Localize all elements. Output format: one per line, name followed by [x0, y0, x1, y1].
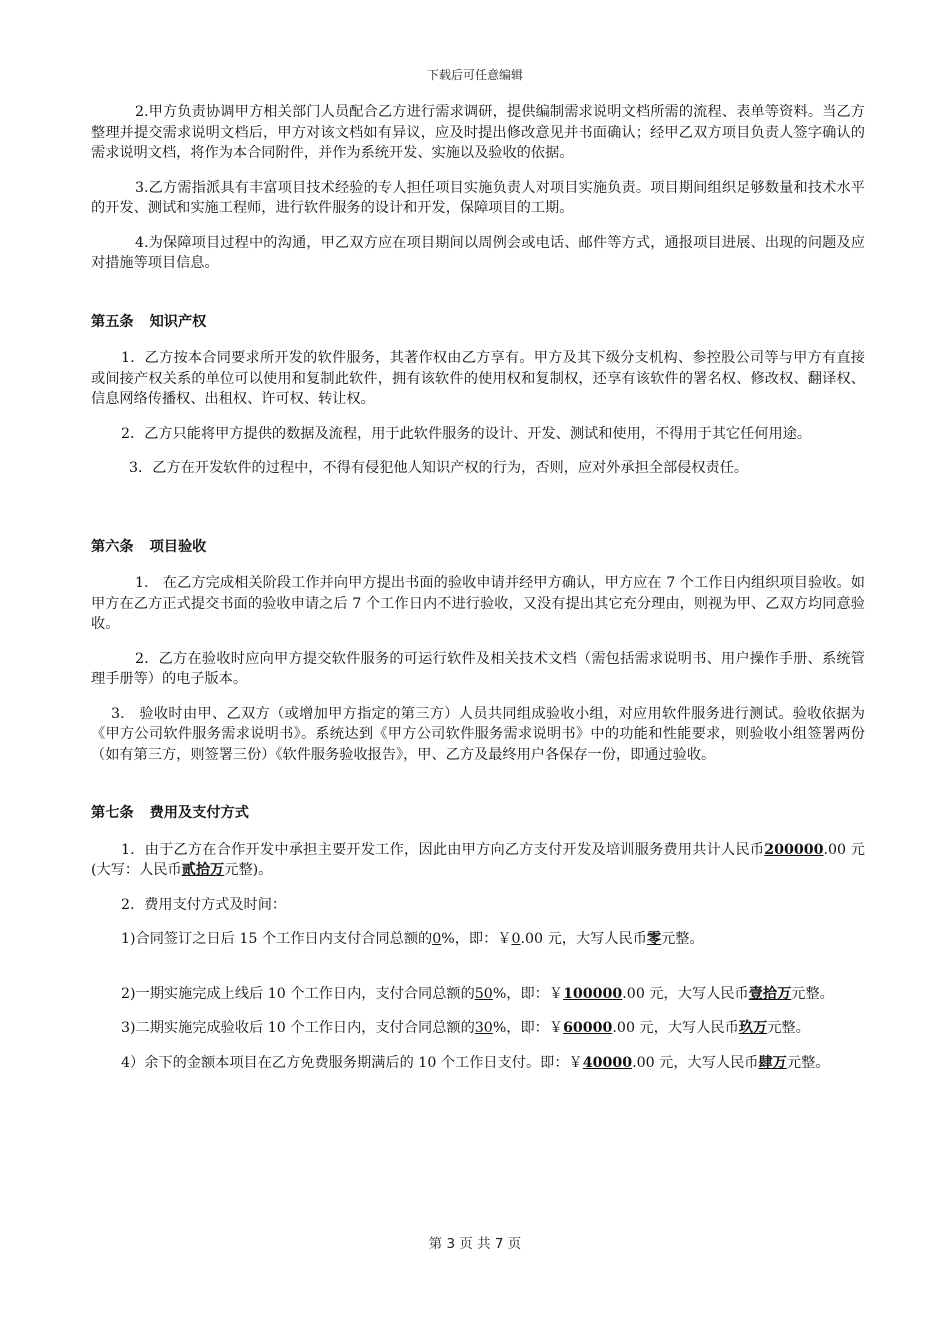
article-6-item-1: 1. 在乙方完成相关阶段工作并向甲方提出书面的验收申请并经甲方确认，甲方应在 7 个工作日内组织项目验收。如甲方在乙方正式提交书面的验收申请之后 7 个工作日内不进行验收，又没有提出其它充分理由，则视为甲、乙双方均同意验收。 [91, 575, 865, 632]
article-5-item-2: 2．乙方只能将甲方提供的数据及流程，用于此软件服务的设计、开发、测试和使用，不得用于其它任何用途。 [121, 425, 812, 442]
installment-4-upper: 肆万 [758, 1054, 787, 1071]
article-5-number: 第五条 [91, 313, 134, 330]
article-5-item-3: 3．乙方在开发软件的过程中，不得有侵犯他人知识产权的行为，否则，应对外承担全部侵权责任。 [129, 460, 749, 476]
article-7-title: 费用及支付方式 [149, 805, 249, 821]
article-7-item-1: 1．由于乙方在合作开发中承担主要开发工作，因此由甲方向乙方支付开发及培训服务费用共计人民币200000.00 元(大写：人民币贰拾万元整)。 [91, 841, 865, 878]
clause-4-item-4: 4.为保障项目过程中的沟通，甲乙双方应在项目期间以周例会或电话、邮件等方式，通报项目进展、出现的问题及应对措施等项目信息。 [91, 234, 865, 271]
payment-installment-2: 2)一期实施完成上线后 10 个工作日内，支付合同总额的50%，即：￥100000.00 元，大写人民币壹拾万元整。 [121, 985, 834, 1002]
installment-3-upper: 玖万 [738, 1020, 768, 1036]
installment-1-upper: 零 [646, 931, 662, 947]
document-body [91, 102, 865, 1087]
installment-1-amount: 0 [511, 931, 521, 947]
article-6-number: 第六条 [91, 538, 134, 555]
fee-total-upper: 贰拾万 [181, 862, 225, 878]
installment-3-amount: 60000 [563, 1020, 613, 1036]
article-7-heading [91, 803, 865, 824]
payment-installment-1: 1)合同签订之日后 15 个工作日内支付合同总额的0%，即：￥0.00 元，大写人民币零元整。 [121, 931, 704, 947]
article-6-title: 项目验收 [149, 538, 207, 555]
installment-4-amount: 40000 [582, 1054, 633, 1071]
page-header: 下载后可任意编辑 [426, 68, 523, 82]
payment-installment-3: 3)二期实施完成验收后 10 个工作日内，支付合同总额的30%，即：￥60000.00 元，大写人民币玖万元整。 [121, 1020, 810, 1036]
article-6-item-2: 2．乙方在验收时应向甲方提交软件服务的可运行软件及相关技术文档（需包括需求说明书、用户操作手册、系统管理手册等）的电子版本。 [91, 650, 865, 687]
installment-1-percent: 0 [432, 931, 442, 947]
clause-4-item-3: 3.乙方需指派具有丰富项目技术经验的专人担任项目实施负责人对项目实施负责。项目期间组织足够数量和技术水平的开发、测试和实施工程师，进行软件服务的设计和开发，保障项目的工期。 [91, 179, 865, 216]
clause-4-item-2: 2.甲方负责协调甲方相关部门人员配合乙方进行需求调研，提供编制需求说明文档所需的流程、表单等资料。当乙方整理并提交需求说明文档后，甲方对该文档如有异议，应及时提出修改意见并书面确认；经甲乙双方项目负责人签字确认的需求说明文档，将作为本合同附件，并作为系统开发、实施以及验收的依据。 [91, 104, 865, 161]
page-footer: 第 3 页 共 7 页 [428, 1236, 522, 1252]
article-5-item-1: 1．乙方按本合同要求所开发的软件服务，其著作权由乙方享有。甲方及其下级分支机构、参控股公司等与甲方有直接或间接产权关系的单位可以使用和复制此软件，拥有该软件的使用权和复制权，还享有该软件的署名权、修改权、翻译权、信息网络传播权、出租权、许可权、转让权。 [91, 350, 865, 407]
fee-total-amount: 200000 [764, 841, 824, 858]
article-7-number: 第七条 [91, 805, 134, 821]
article-5-title: 知识产权 [149, 313, 207, 330]
installment-2-percent: 50 [474, 985, 493, 1002]
installment-3-percent: 30 [474, 1020, 493, 1036]
installment-2-amount: 100000 [563, 985, 623, 1002]
installment-2-upper: 壹拾万 [748, 985, 792, 1002]
article-6-heading [91, 537, 865, 558]
payment-installment-4: 4）余下的金额本项目在乙方免费服务期满后的 10 个工作日支付。即：￥40000.00 元，大写人民币肆万元整。 [121, 1054, 830, 1071]
article-7-item-2: 2．费用支付方式及时间： [121, 896, 287, 913]
article-6-item-3: 3. 验收时由甲、乙双方（或增加甲方指定的第三方）人员共同组成验收小组，对应用软件服务进行测试。验收依据为《甲方公司软件服务需求说明书》。系统达到《甲方公司软件服务需求说明书》中的功能和性能要求，则验收小组签署两份（如有第三方，则签署三份）《软件服务验收报告》，甲、乙方及最终用户各保存一份，即通过验收。 [91, 705, 865, 763]
article-5-heading [91, 312, 865, 333]
